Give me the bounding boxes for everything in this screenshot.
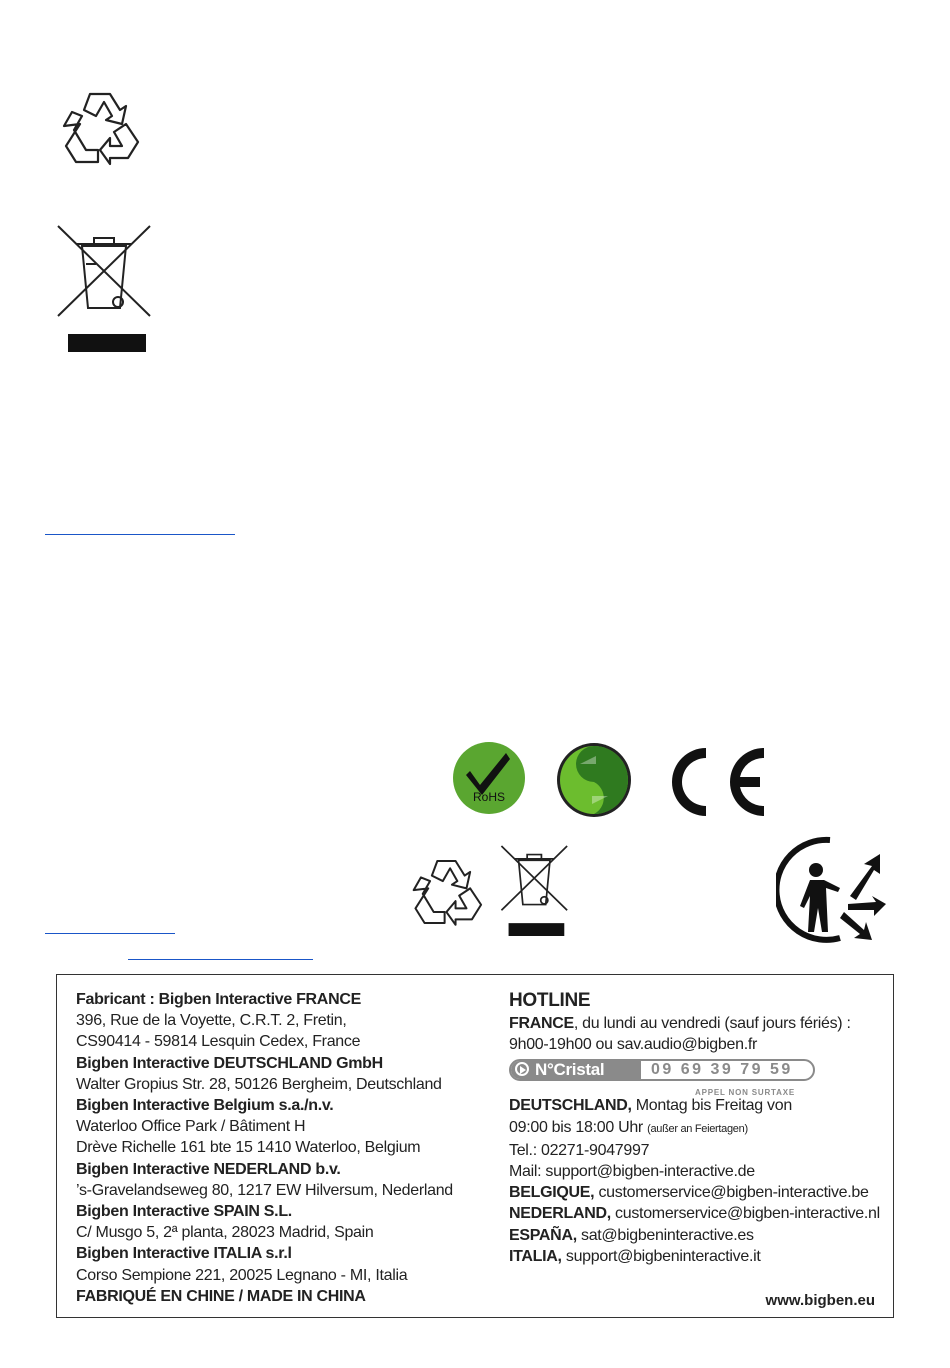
cristal-phone-number: 09 69 39 79 59 xyxy=(651,1061,793,1079)
website-link[interactable]: www.bigben.eu xyxy=(765,1292,875,1309)
hotline-de-hours-note: (außer an Feiertagen) xyxy=(647,1122,748,1135)
underlined-link-3[interactable] xyxy=(128,959,313,960)
company-name: Bigben Interactive NEDERLAND b.v. xyxy=(76,1160,341,1178)
hotline-section xyxy=(509,989,880,1267)
address-line: Waterloo Office Park / Bâtiment H xyxy=(76,1118,306,1136)
address-line: CS90414 - 59814 Lesquin Cedex, France xyxy=(76,1033,361,1051)
hotline-be-label: BELGIQUE, xyxy=(509,1184,595,1202)
hotline-de-mail: Mail: support@bigben-interactive.de xyxy=(509,1163,755,1181)
rohs-icon xyxy=(452,741,526,815)
weee-bin-icon xyxy=(500,842,570,940)
address-line: Walter Gropius Str. 28, 50126 Bergheim, Deutschland xyxy=(76,1075,442,1093)
cristal-number-badge xyxy=(509,1059,819,1098)
hotline-be-text: customerservice@bigben-interactive.be xyxy=(594,1184,869,1202)
cristal-subtext: APPEL NON SURTAXE xyxy=(695,1088,795,1098)
hotline-de-hours: 09:00 bis 18:00 Uhr xyxy=(509,1118,648,1136)
cristal-label: N°Cristal xyxy=(535,1060,605,1080)
underlined-link-2[interactable] xyxy=(45,933,175,934)
hotline-it-text: support@bigbeninteractive.it xyxy=(561,1247,761,1265)
hotline-de-label: DEUTSCHLAND, xyxy=(509,1097,632,1115)
hotline-france-text: , du lundi au vendredi (sauf jours fériés) : xyxy=(573,1015,851,1032)
recycle-icon xyxy=(410,852,492,932)
ce-mark-icon xyxy=(660,744,766,820)
hotline-it-label: ITALIA, xyxy=(509,1247,562,1265)
green-dot-icon xyxy=(556,742,632,818)
hotline-france-hours: 9h00-19h00 ou sav.audio@bigben.fr xyxy=(509,1036,758,1054)
address-line: Corso Sempione 221, 20025 Legnano - MI, Italia xyxy=(76,1266,408,1284)
company-name: Bigben Interactive ITALIA s.r.l xyxy=(76,1245,292,1263)
recycle-icon xyxy=(60,88,150,168)
address-line: Drève Richelle 161 bte 15 1410 Waterloo, Belgium xyxy=(76,1139,421,1157)
address-line: 396, Rue de la Voyette, C.R.T. 2, Fretin, xyxy=(76,1012,347,1030)
hotline-nl-label: NEDERLAND, xyxy=(509,1205,611,1223)
hotline-es-label: ESPAÑA, xyxy=(509,1226,577,1244)
company-name: Bigben Interactive Belgium s.a./n.v. xyxy=(76,1097,334,1115)
address-line: C/ Musgo 5, 2ª planta, 28023 Madrid, Spain xyxy=(76,1224,374,1242)
company-name: Bigben Interactive DEUTSCHLAND GmbH xyxy=(76,1054,383,1072)
manufacturer-addresses xyxy=(76,989,453,1307)
hotline-france-label: FRANCE xyxy=(509,1015,574,1032)
hotline-title: HOTLINE xyxy=(509,990,591,1011)
company-name: Bigben Interactive SPAIN S.L. xyxy=(76,1203,292,1221)
contact-box xyxy=(56,974,894,1318)
hotline-de-tel: Tel.: 02271-9047997 xyxy=(509,1141,650,1159)
triman-icon xyxy=(776,836,886,944)
hotline-es-text: sat@bigbeninteractive.es xyxy=(576,1226,754,1244)
underlined-link-1[interactable] xyxy=(45,534,235,535)
svg-text:RoHS: RoHS xyxy=(472,790,506,804)
hotline-de-text: Montag bis Freitag von xyxy=(631,1097,792,1115)
weee-bin-icon xyxy=(56,224,154,354)
company-name: FABRIQUÉ EN CHINE / MADE IN CHINA xyxy=(76,1287,366,1305)
company-name: Fabricant : Bigben Interactive FRANCE xyxy=(76,991,361,1008)
address-line: ’s-Gravelandseweg 80, 1217 EW Hilversum, Nederland xyxy=(76,1181,453,1199)
hotline-nl-text: customerservice@bigben-interactive.nl xyxy=(610,1205,880,1223)
